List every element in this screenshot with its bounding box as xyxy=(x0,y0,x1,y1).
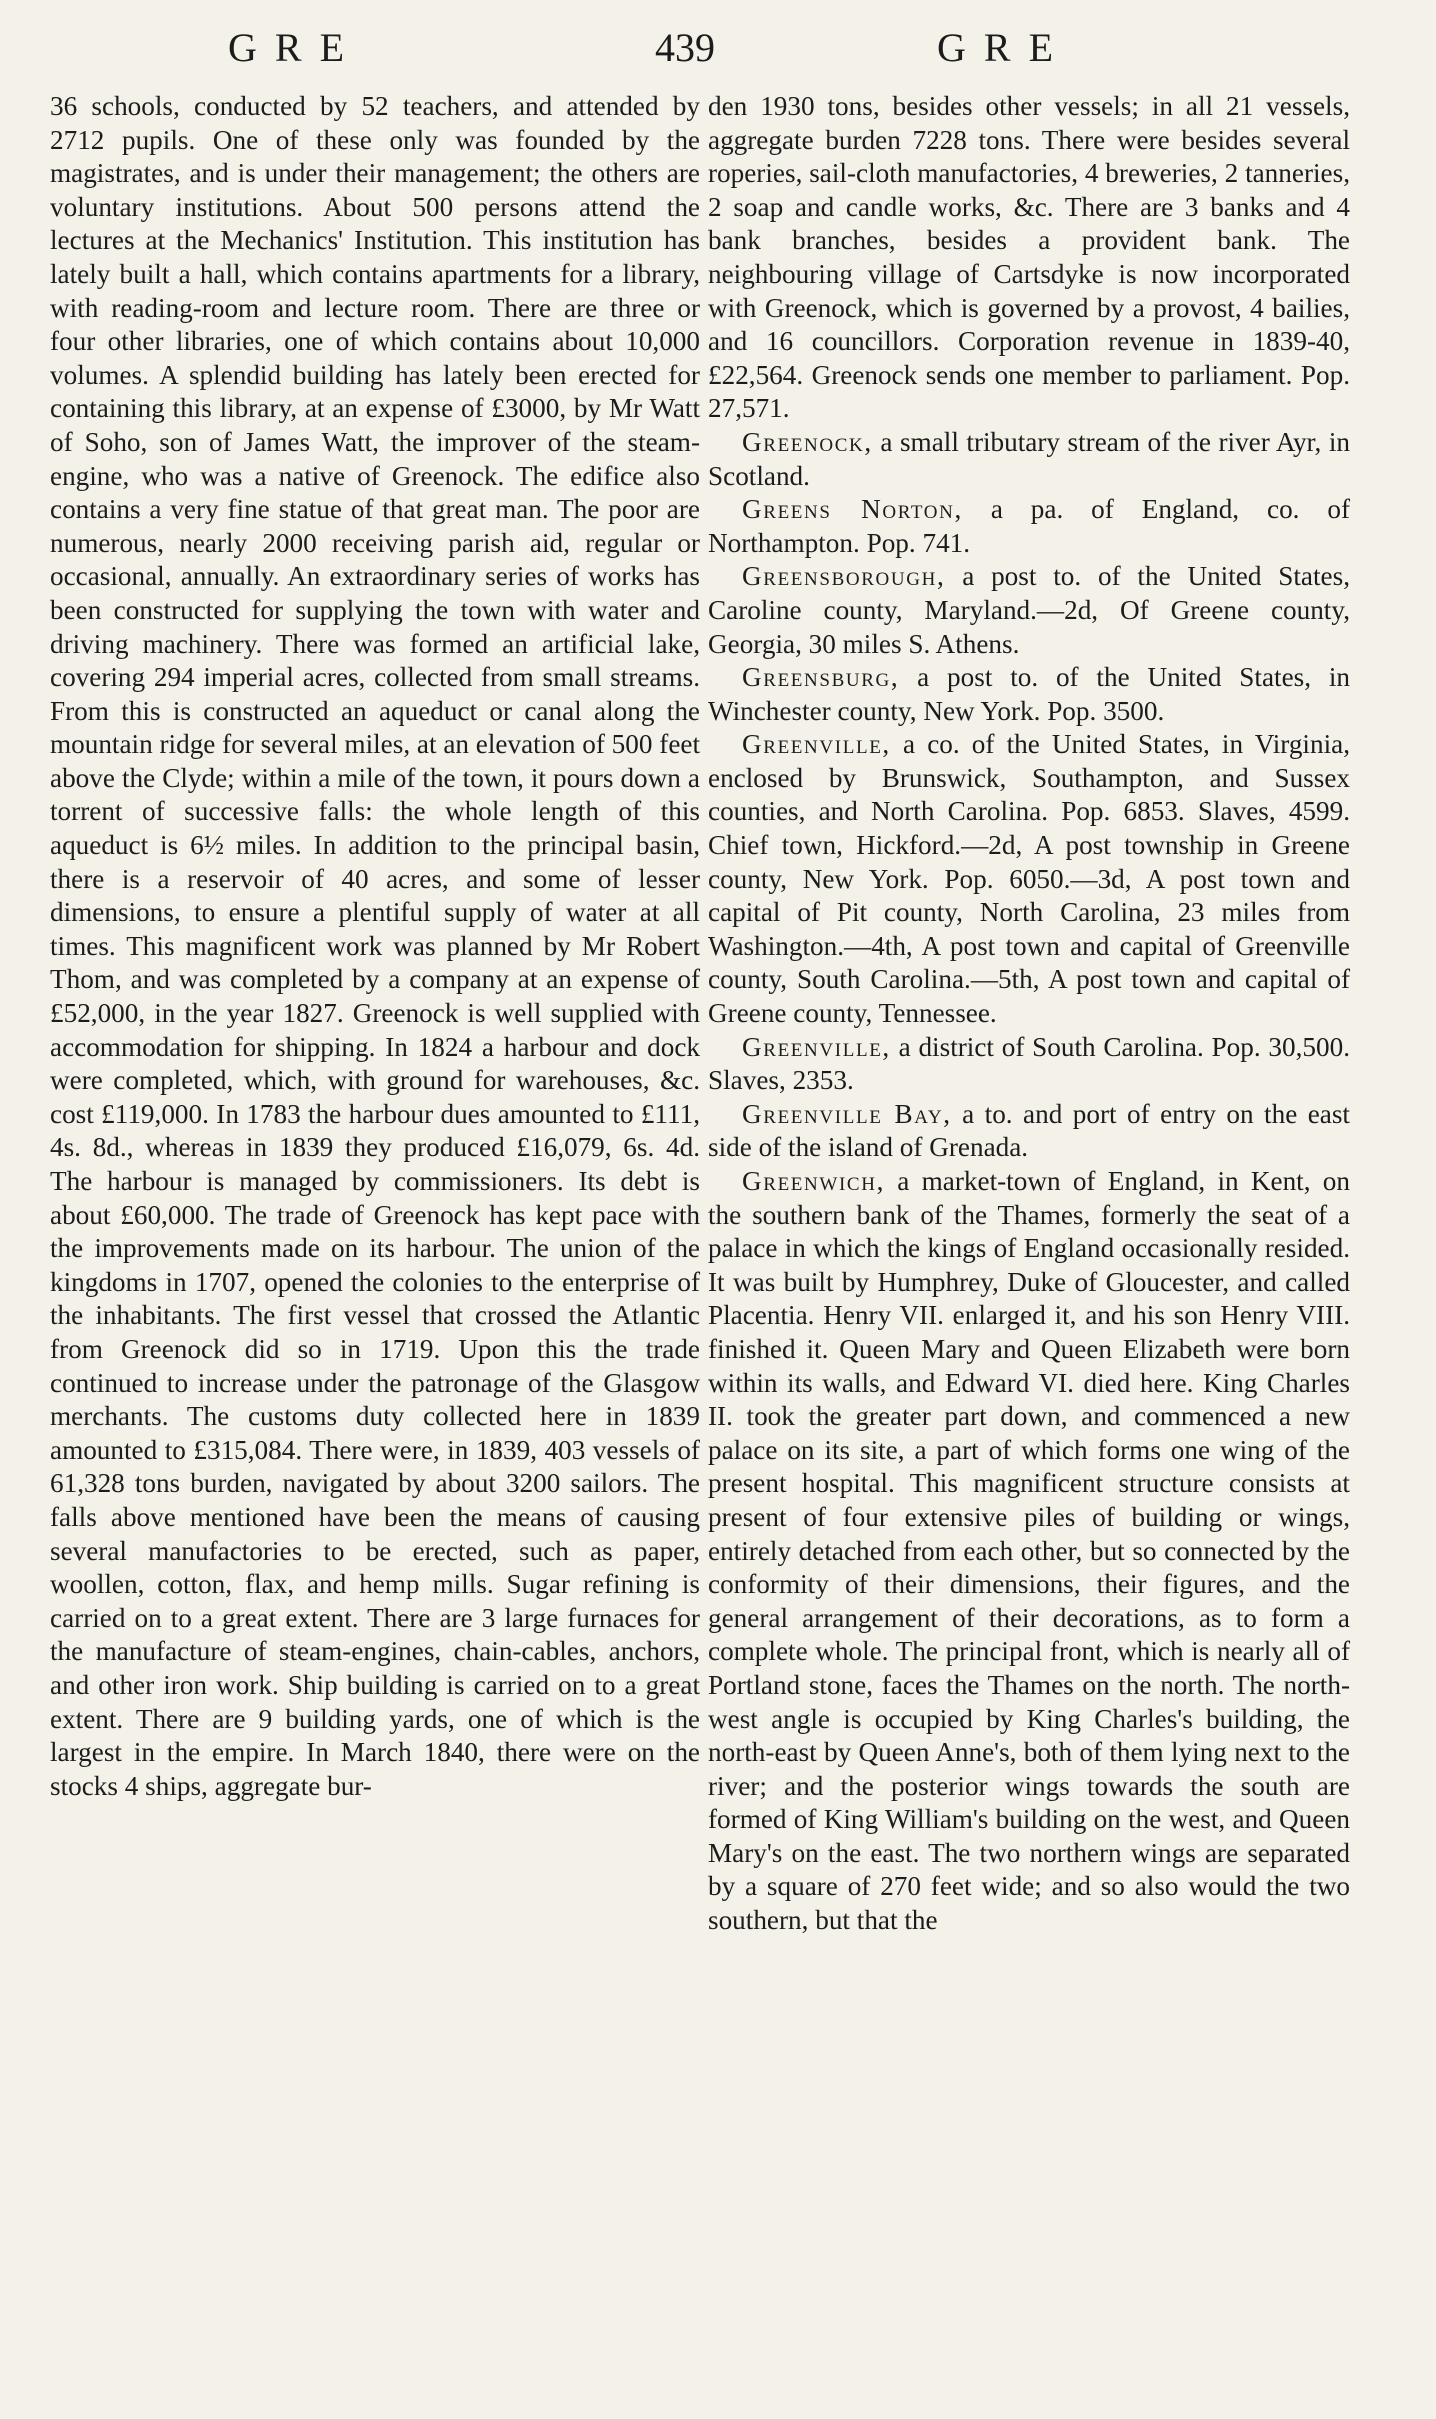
header-right-catchword: GRE xyxy=(937,25,1071,70)
entry-headword: Greens Norton, xyxy=(742,494,963,525)
entry-headword: Greenville, xyxy=(742,1031,891,1062)
left-column xyxy=(50,90,700,1803)
gazetteer-entry xyxy=(708,728,1350,1030)
page-number: 439 xyxy=(655,25,715,70)
gazetteer-entry xyxy=(708,661,1350,728)
entry-headword: Greensborough, xyxy=(742,561,946,592)
gazetteer-entry xyxy=(708,1165,1350,1938)
gazetteer-entry xyxy=(708,1098,1350,1165)
gazetteer-entry xyxy=(708,493,1350,560)
entry-body: a post to. of the United States, Caroline county, Maryland.—2d, Of Greene county, Georgia, 30 miles S. Athens. xyxy=(708,561,1350,659)
entry-body: a pa. of England, co. of Northampton. Pop. 741. xyxy=(708,494,1351,558)
entry-body: a post to. of the United States, in Winchester county, New York. Pop. 3500. xyxy=(708,662,1350,726)
entry-headword: Greenock, xyxy=(742,426,873,457)
entry-headword: Greenville, xyxy=(742,729,891,760)
entry-headword: Greenwich, xyxy=(742,1166,886,1196)
header-left-catchword: GRE xyxy=(228,25,362,70)
continued-entry-text: 36 schools, conducted by 52 teachers, and attended by 2712 pupils. One of these only was founded by the magistrates, and is under their management; the others are voluntary institutions. About 500 persons attend the lectures at the Mechanics' Institution. This institution has lately built a hall, which contains apartments for a library, with reading-room and lecture room. There are three or four other libraries, one of which contains about 10,000 volumes. A splendid building has lately been erected for containing this library, at an expense of £3000, by Mr Watt of Soho, son of James Watt, the improver of the steam-engine, who was a native of Greenock. The edifice also contains a very fine statue of that great man. The poor are numerous, nearly 2000 receiving parish aid, regular or occasional, annually. An extraordinary series of works has been constructed for supplying the town with water and driving machinery. There was formed an artificial lake, covering 294 imperial acres, collected from small streams. From this is constructed an aqueduct or canal along the mountain ridge for several miles, at an elevation of 500 feet above the Clyde; within a mile of the town, it pours down a torrent of successive falls: the whole length of this aqueduct is 6½ miles. In addition to the principal basin, there is a reservoir of 40 acres, and some of lesser dimensions, to ensure a plentiful supply of water at all times. This magnificent work was planned by Mr Robert Thom, and was completed by a company at an expense of £52,000, in the year 1827. Greenock is well supplied with accommodation for shipping. In 1824 a harbour and dock were completed, which, with ground for warehouses, &c. cost £119,000. In 1783 the harbour dues amounted to £111, 4s. 8d., whereas in 1839 they produced £16,079, 6s. 4d. The harbour is managed by commissioners. Its debt is about £60,000. The trade of Greenock has kept pace with the improvements made on its harbour. The union of the kingdoms in 1707, opened the colonies to the enterprise of the inhabitants. The first vessel that crossed the Atlantic from Greenock did so in 1719. Upon this the trade continued to increase under the patronage of the Glasgow merchants. The customs duty collected here in 1839 amounted to £315,084. There were, in 1839, 403 vessels of 61,328 tons burden, navigated by about 3200 sailors. The falls above mentioned have been the means of causing several manufactories to be erected, such as paper, woollen, cotton, flax, and hemp mills. Sugar refining is carried on to a great extent. There are 3 large furnaces for the manufacture of steam-engines, chain-cables, anchors, and other iron work. Ship building is carried on to a great extent. There are 9 building yards, one of which is the largest in the empire. In March 1840, there were on the stocks 4 ships, aggregate bur- xyxy=(50,91,701,1801)
entry-body: a to. and port of entry on the east side of the island of Grenada. xyxy=(708,1098,1350,1163)
entry-headword: Greensburg, xyxy=(742,662,900,693)
right-column xyxy=(708,90,1350,1938)
running-header xyxy=(0,24,1436,84)
entry-headword: Greenville Bay, xyxy=(742,1098,952,1129)
entry-body: a small tributary stream of the river Ayr, in Scotland. xyxy=(708,426,1350,491)
continued-entry-text: den 1930 tons, besides other vessels; in all 21 vessels, aggregate burden 7228 tons. There were besides several roperies, sail-cloth manufactories, 4 breweries, 2 tanneries, 2 soap and candle works, &c. There are 3 banks and 4 bank branches, besides a provident bank. The neighbouring village of Cartsdyke is now incorporated with Greenock, which is governed by a provost, 4 bailies, and 16 councillors. Corporation revenue in 1839-40, £22,564. Greenock sends one member to parliament. Pop. 27,571. xyxy=(708,91,1350,424)
entry-body: a market-town of England, in Kent, on the southern bank of the Thames, formerly the seat of a palace in which the kings of England occasionally resided. It was built by Humphrey, Duke of Gloucester, and called Placentia. Henry VII. enlarged it, and his son Henry VIII. finished it. Queen Mary and Queen Elizabeth were born within its walls, and Edward VI. died here. King Charles II. took the greater part down, and commenced a new palace on its site, a part of which forms one wing of the present hospital. This magnificent structure consists at present of four extensive piles of building or wings, entirely detached from each other, but so connected by the conformity of their dimensions, their figures, and the general arrangement of their decorations, as to form a complete whole. The principal front, which is nearly all of Portland stone, faces the Thames on the north. The north-west angle is occupied by King Charles's building, the north-east by Queen Anne's, both of them lying next to the river; and the posterior wings towards the south are formed of King William's building on the west, and Queen Mary's on the east. The two northern wings are separated by a square of 270 feet wide; and so also would the two southern, but that the xyxy=(708,1166,1350,1936)
gazetteer-entry xyxy=(708,560,1350,661)
gazetteer-entry xyxy=(708,426,1350,493)
gazetteer-entry xyxy=(708,1031,1350,1098)
entry-body: a co. of the United States, in Virginia, enclosed by Brunswick, Southampton, and Sussex counties, and North Carolina. Pop. 6853. Slaves, 4599. Chief town, Hickford.—2d, A post township in Greene county, New York. Pop. 6050.—3d, A post town and capital of Pit county, North Carolina, 23 miles from Washington.—4th, A post town and capital of Greenville county, South Carolina.—5th, A post town and capital of Greene county, Tennessee. xyxy=(708,729,1350,1029)
entry-body: a district of South Carolina. Pop. 30,500. Slaves, 2353. xyxy=(708,1031,1350,1096)
